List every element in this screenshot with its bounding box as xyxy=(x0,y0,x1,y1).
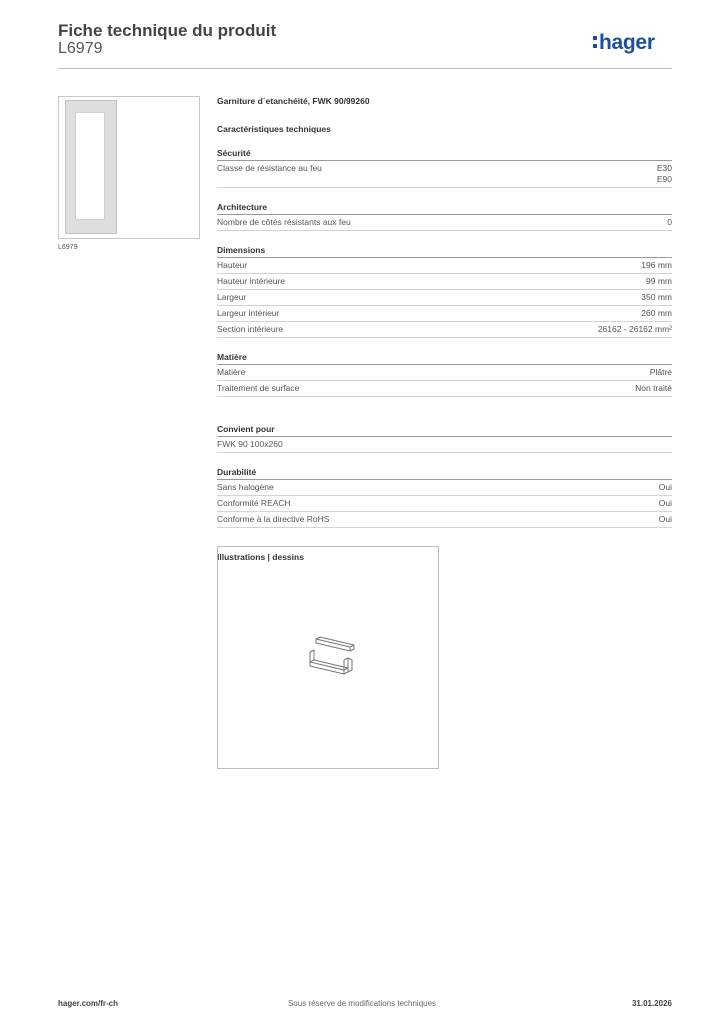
spec-row xyxy=(217,365,672,381)
section-convient xyxy=(217,424,672,453)
section-title: Architecture xyxy=(217,202,672,215)
section-durabilite xyxy=(217,467,672,528)
spec-label: Section intérieure xyxy=(217,324,284,334)
spec-value: 26162 - 26162 mm² xyxy=(597,324,672,334)
spec-label: Conformité REACH xyxy=(217,498,291,508)
section-title: Convient pour xyxy=(217,424,672,437)
product-name: Garniture d´etanchéité, FWK 90/99260 xyxy=(217,96,370,106)
spec-row xyxy=(217,381,672,397)
section-title: Matière xyxy=(217,352,672,365)
section-securite xyxy=(217,148,672,188)
logo-dots-icon xyxy=(593,31,598,48)
spec-value-line: E30 xyxy=(656,163,672,173)
spec-row xyxy=(217,290,672,306)
spec-row xyxy=(217,437,672,453)
product-code: L6979 xyxy=(58,40,103,57)
spec-label: Hauteur intérieure xyxy=(217,276,286,286)
spec-label: Matière xyxy=(217,367,246,377)
spec-value: 260 mm xyxy=(641,308,672,318)
section-title: Dimensions xyxy=(217,245,672,258)
spec-label: Largeur xyxy=(217,292,247,302)
spec-label: Conforme à la directive RoHS xyxy=(217,514,330,524)
spec-row xyxy=(217,215,672,231)
technical-drawing xyxy=(217,546,439,769)
spec-label: Classe de résistance au feu xyxy=(217,163,322,173)
spec-row xyxy=(217,480,672,496)
page-title: Fiche technique du produit xyxy=(58,21,277,40)
frame-product-icon xyxy=(65,100,117,234)
section-architecture xyxy=(217,202,672,231)
spec-value: 99 mm xyxy=(646,276,672,286)
spec-value-line: E90 xyxy=(656,174,672,184)
spec-row xyxy=(217,322,672,338)
illustrations-title: Illustrations | dessins xyxy=(217,552,304,562)
spec-row xyxy=(217,258,672,274)
spec-label: Nombre de côtés résistants aux feu xyxy=(217,217,351,227)
spec-row xyxy=(217,306,672,322)
spec-label: Traitement de surface xyxy=(217,383,300,393)
spec-label: Hauteur xyxy=(217,260,248,270)
spec-value: Plâtre xyxy=(649,367,672,377)
section-matiere xyxy=(217,352,672,397)
section-title: Durabilité xyxy=(217,467,672,480)
spec-value: 350 mm xyxy=(641,292,672,302)
spec-label: Largeur intérieur xyxy=(217,308,280,318)
spec-value: 196 mm xyxy=(641,260,672,270)
spec-value: 0 xyxy=(667,217,672,227)
footer-date: 31.01.2026 xyxy=(631,999,672,1008)
image-caption: L6979 xyxy=(58,244,78,251)
spec-row xyxy=(217,274,672,290)
footer-website[interactable]: hager.com/fr-ch xyxy=(58,999,119,1008)
spec-value: Oui xyxy=(658,498,672,508)
header-divider xyxy=(58,68,672,69)
hager-logo xyxy=(593,31,655,55)
section-title: Sécurité xyxy=(217,148,672,161)
section-dimensions xyxy=(217,245,672,338)
spec-value: Oui xyxy=(658,514,672,524)
spec-row xyxy=(217,496,672,512)
spec-label: FWK 90 100x260 xyxy=(217,439,283,449)
spec-row xyxy=(217,512,672,528)
spec-content xyxy=(217,96,672,562)
spec-value: Oui xyxy=(658,482,672,492)
spec-value xyxy=(657,163,672,185)
logo-text: hager xyxy=(599,31,655,54)
spec-label: Sans halogène xyxy=(217,482,274,492)
specs-heading: Caractéristiques techniques xyxy=(217,124,331,134)
gasket-drawing-icon xyxy=(218,547,438,768)
spec-row xyxy=(217,161,672,188)
frame-opening xyxy=(75,112,105,220)
product-image xyxy=(58,96,200,239)
footer-disclaimer: Sous réserve de modifications techniques xyxy=(287,999,437,1008)
spec-value: Non traité xyxy=(635,383,672,393)
